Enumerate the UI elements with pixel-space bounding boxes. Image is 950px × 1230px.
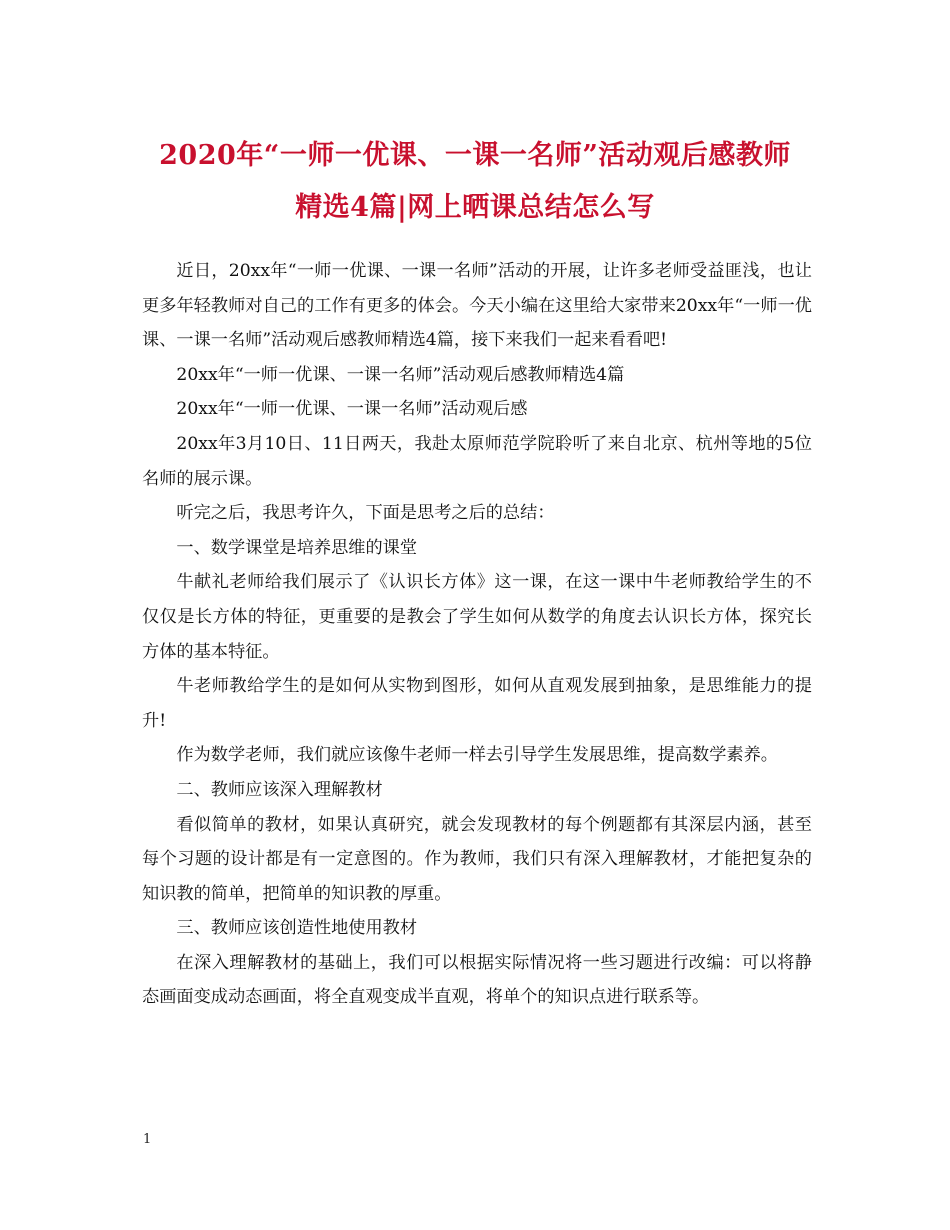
section-heading-2: 二、教师应该深入理解教材 (176, 779, 383, 800)
document-title (100, 130, 850, 234)
title-line-2: 精选4篇|网上晒课总结怎么写 (295, 192, 655, 223)
section-heading-3: 三、教师应该创造性地使用教材 (176, 918, 418, 939)
paragraph: 作为数学老师，我们就应该像牛老师一样去引导学生发展思维，提高数学素养。 (176, 745, 778, 766)
section-heading-1: 一、数学课堂是培养思维的课堂 (176, 537, 418, 558)
paragraph: 牛献礼老师给我们展示了《认识长方体》这一课，在这一课中牛老师教给学生的不仅仅是长方体的特征，更重要的是教会了学生如何从数学的角度去认识长方体，探究长方体的基本特征。 (142, 572, 812, 662)
title-line-1: 2020年“一师一优课、一课一名师”活动观后感教师 (159, 140, 791, 171)
paragraph-event: 20xx年3月10日、11日两天，我赴太原师范学院聆听了来自北京、杭州等地的5位名师的展示课。 (142, 433, 812, 489)
paragraph-intro: 近日，20xx年“一师一优课、一课一名师”活动的开展，让许多老师受益匪浅，也让更多年轻教师对自己的工作有更多的体会。今天小编在这里给大家带来20xx年“一师一优课、一课一名师”活动观后感教师精选4篇，接下来我们一起来看看吧! (142, 261, 812, 351)
paragraph-subtitle-2: 20xx年“一师一优课、一课一名师”活动观后感 (176, 399, 528, 420)
paragraph: 在深入理解教材的基础上，我们可以根据实际情况将一些习题进行改编：可以将静态画面变成动态画面，将全直观变成半直观，将单个的知识点进行联系等。 (142, 952, 812, 1008)
paragraph-subtitle-1: 20xx年“一师一优课、一课一名师”活动观后感教师精选4篇 (176, 364, 625, 385)
page-number: 1 (143, 1132, 152, 1147)
paragraph: 看似简单的教材，如果认真研究，就会发现教材的每个例题都有其深层内涵，甚至每个习题的设计都是有一定意图的。作为教师，我们只有深入理解教材，才能把复杂的知识教的简单，把简单的知识教的厚重。 (142, 814, 812, 904)
paragraph-summary-lead: 听完之后，我思考许久，下面是思考之后的总结： (176, 503, 555, 524)
document-body (142, 254, 812, 1015)
paragraph: 牛老师教给学生的是如何从实物到图形，如何从直观发展到抽象，是思维能力的提升! (142, 676, 812, 731)
